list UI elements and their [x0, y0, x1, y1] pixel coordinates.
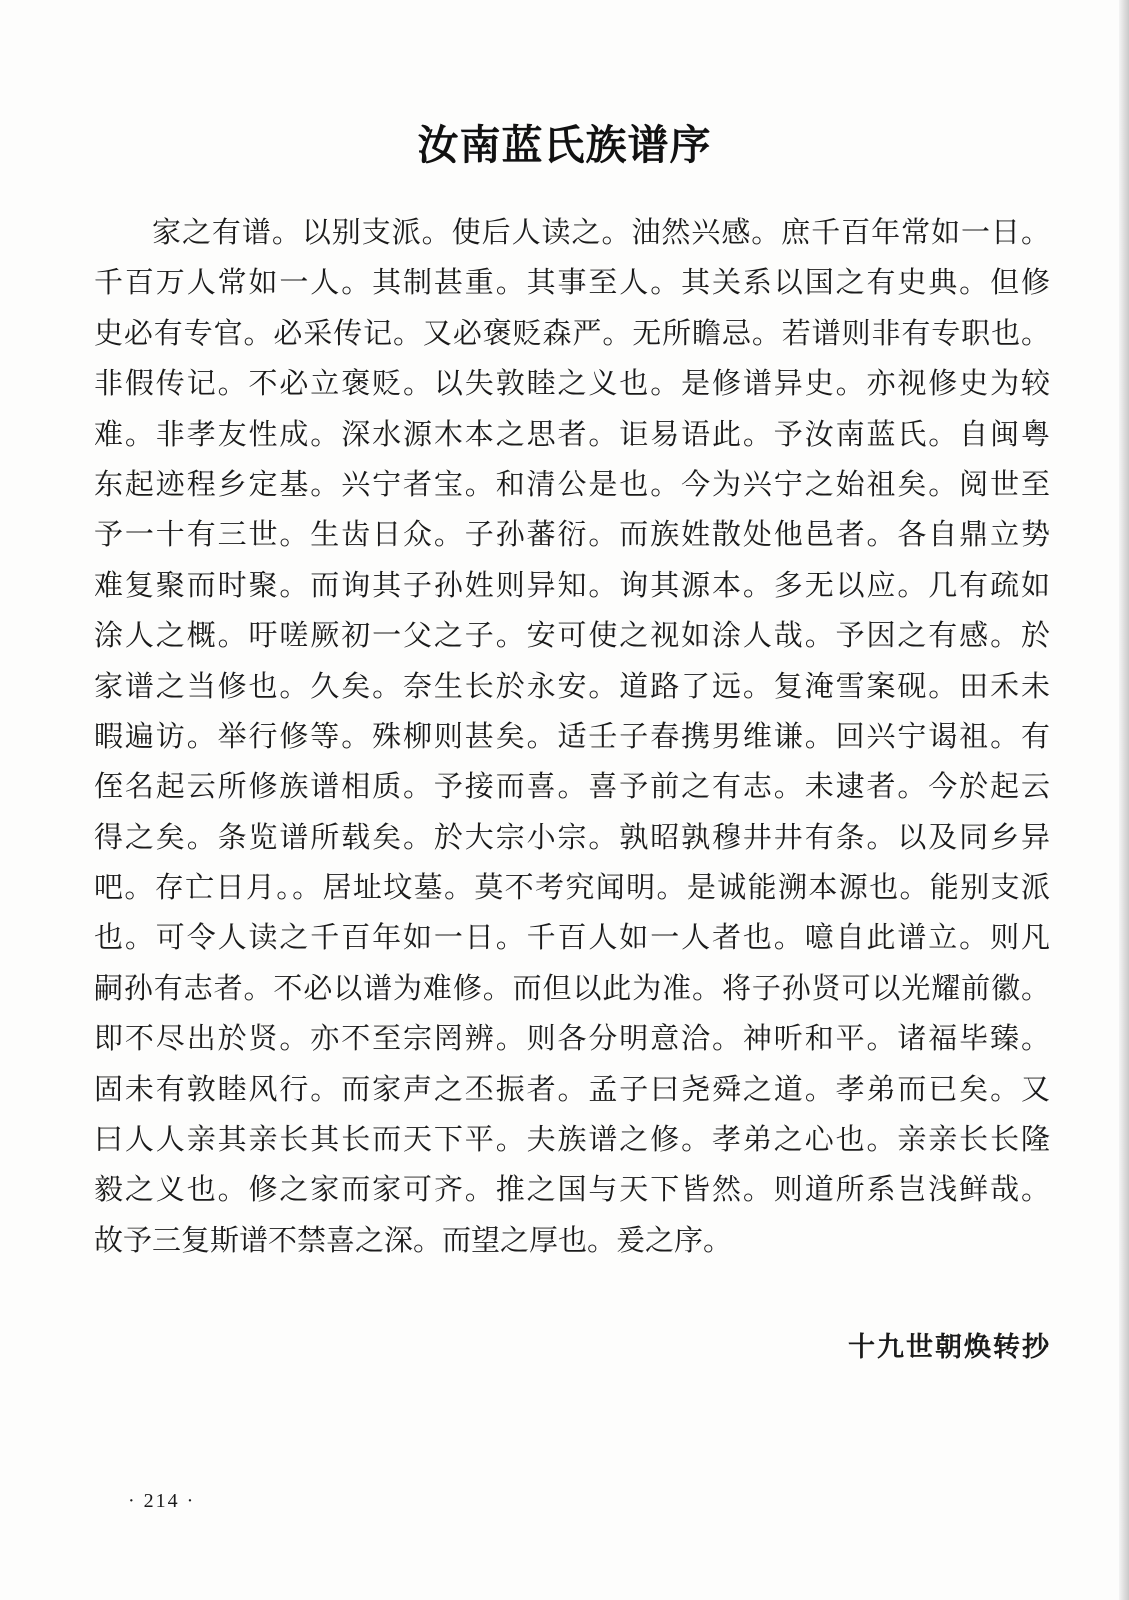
text-line: 即不尽出於贤。亦不至宗罔辨。则各分明意洽。神听和平。诸福毕臻。 — [94, 1021, 1050, 1056]
signature-line: 十九世朝焕转抄 — [848, 1332, 1051, 1363]
text-line: 千百万人常如一人。其制甚重。其事至人。其关系以国之有史典。但修 — [94, 265, 1050, 300]
text-line: 予一十有三世。生齿日众。子孙蕃衍。而族姓散处他邑者。各自鼎立势 — [94, 517, 1050, 552]
text-line: 嗣孙有志者。不必以谱为难修。而但以此为准。将子孙贤可以光耀前徽。 — [94, 970, 1050, 1005]
text-line: 家之有谱。以别支派。使后人读之。油然兴感。庶千百年常如一日。 — [152, 215, 1050, 249]
text-line: 难。非孝友性成。深水源木本之思者。讵易语此。予汝南蓝氏。自闽粤 — [94, 416, 1050, 451]
page-edge-shadow — [1119, 0, 1129, 1600]
preface-body — [94, 207, 1050, 1265]
text-line: 涂人之概。吁嗟厥初一父之子。安可使之视如涂人哉。予因之有感。於 — [94, 618, 1050, 653]
text-line: 曰人人亲其亲长其长而天下平。夫族谱之修。孝弟之心也。亲亲长长隆 — [94, 1122, 1050, 1157]
text-line: 也。可令人读之千百年如一日。千百人如一人者也。噫自此谱立。则凡 — [94, 920, 1050, 955]
text-line: 得之矣。条览谱所载矣。於大宗小宗。孰昭孰穆井井有条。以及同乡异 — [94, 819, 1050, 854]
document-title: 汝南蓝氏族谱序 — [417, 121, 712, 169]
text-line: 吧。存亡日月。。居址坟墓。莫不考究闻明。是诚能溯本源也。能别支派 — [94, 870, 1050, 905]
text-line: 固未有敦睦风行。而家声之丕振者。孟子曰尧舜之道。孝弟而已矣。又 — [94, 1071, 1050, 1106]
page-number: · 214 · — [128, 1490, 196, 1512]
text-line: 难复聚而时聚。而询其子孙姓则异知。询其源本。多无以应。几有疏如 — [94, 567, 1050, 602]
text-line: 故予三复斯谱不禁喜之深。而望之厚也。爰之序。 — [94, 1222, 733, 1257]
text-line: 东起迹程乡定基。兴宁者宝。和清公是也。今为兴宁之始祖矣。阅世至 — [94, 466, 1050, 501]
text-line: 史必有专官。必采传记。又必褒贬森严。无所瞻忌。若谱则非有专职也。 — [94, 315, 1050, 350]
text-line: 家谱之当修也。久矣。奈生长於永安。道路了远。复淹雪案砚。田禾未 — [94, 668, 1050, 703]
text-line: 暇遍访。举行修等。殊柳则甚矣。适壬子春携男维谦。回兴宁谒祖。有 — [94, 718, 1050, 753]
text-line: 侄名起云所修族谱相质。予接而喜。喜予前之有志。未逮者。今於起云 — [94, 769, 1050, 804]
text-line: 非假传记。不必立褒贬。以失敦睦之义也。是修谱异史。亦视修史为较 — [94, 366, 1050, 401]
text-line: 毅之义也。修之家而家可齐。推之国与天下皆然。则道所系岂浅鲜哉。 — [94, 1172, 1050, 1207]
